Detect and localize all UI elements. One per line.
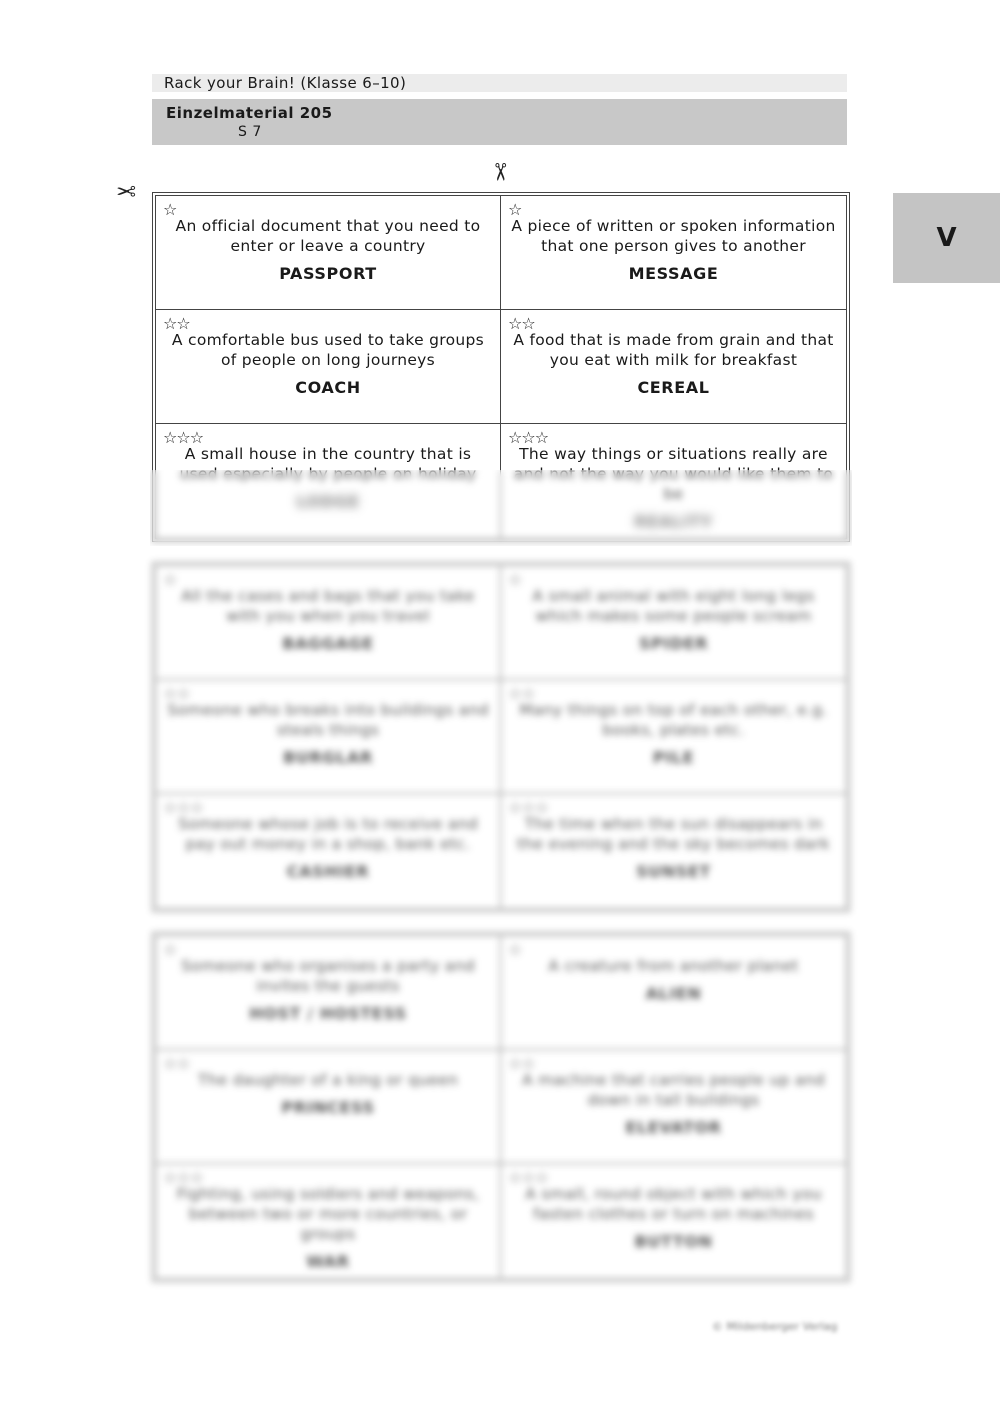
- card-answer: SPIDER: [638, 634, 709, 653]
- card-clue: A small, round object with which you fasten clothes or turn on machines: [525, 1185, 822, 1223]
- card-answer: REALITY: [634, 512, 713, 531]
- blur-overlay: [150, 470, 852, 546]
- word-card: [156, 936, 501, 1050]
- card-clue: Someone who organises a party and invites the guests: [181, 957, 475, 995]
- scissors-icon: ✂: [116, 178, 137, 206]
- star-icon: ☆☆: [163, 314, 190, 333]
- word-card: [156, 310, 501, 424]
- word-card: [501, 1050, 846, 1164]
- star-icon: ☆: [508, 570, 522, 589]
- card-answer: SUNSET: [636, 862, 711, 881]
- card-clue: A food that is made from grain and that you eat with milk for breakfast: [513, 331, 834, 369]
- word-card: [156, 1164, 501, 1278]
- star-icon: ☆☆☆: [163, 428, 204, 447]
- star-icon: ☆: [163, 940, 177, 959]
- card-sheet-3: [152, 932, 850, 1282]
- word-card: [501, 310, 846, 424]
- word-card: [501, 794, 846, 908]
- card-answer: HOST / HOSTESS: [249, 1004, 407, 1023]
- star-icon: ☆☆☆: [508, 1168, 549, 1187]
- card-answer: BURGLAR: [283, 748, 373, 767]
- card-answer: PRINCESS: [281, 1098, 375, 1117]
- scissors-icon: ✂: [486, 161, 515, 183]
- card-answer: BUTTON: [634, 1232, 713, 1251]
- footer-credit: © Mildenberger Verlag: [712, 1320, 838, 1333]
- series-title: Rack your Brain! (Klasse 6–10): [164, 74, 407, 92]
- card-clue: A small house in the country that is used especially by people on holiday: [179, 445, 477, 483]
- word-card: [501, 936, 846, 1050]
- word-card: [501, 1164, 846, 1278]
- card-answer: BAGGAGE: [282, 634, 374, 653]
- material-title: Einzelmaterial 205: [166, 104, 333, 122]
- star-icon: ☆☆☆: [163, 1168, 204, 1187]
- star-icon: ☆☆☆: [163, 798, 204, 817]
- star-icon: ☆☆☆: [508, 798, 549, 817]
- card-clue: The way things or situations really are and not the way you would like them to be: [513, 445, 834, 503]
- star-icon: ☆☆☆: [508, 428, 549, 447]
- star-icon: ☆☆: [163, 684, 190, 703]
- star-icon: ☆: [508, 200, 522, 219]
- card-clue: Someone whose job is to receive and pay out money in a shop, bank etc.: [178, 815, 478, 853]
- material-header: [152, 99, 847, 145]
- card-answer: PILE: [652, 748, 695, 767]
- card-grid: [155, 565, 847, 909]
- card-sheet-2: [152, 562, 850, 912]
- card-answer: CEREAL: [637, 378, 710, 397]
- card-grid: [155, 935, 847, 1279]
- word-card: [156, 794, 501, 908]
- side-tab: [893, 193, 1000, 283]
- star-icon: ☆: [163, 570, 177, 589]
- card-clue: A machine that carries people up and down in tall buildings: [522, 1071, 825, 1109]
- card-answer: WAR: [306, 1252, 350, 1271]
- card-answer: CASHIER: [286, 862, 370, 881]
- card-clue: The daughter of a king or queen: [197, 1071, 459, 1089]
- star-icon: ☆: [163, 200, 177, 219]
- card-clue: An official document that you need to enter or leave a country: [175, 217, 481, 255]
- card-clue: A creature from another planet: [548, 957, 799, 975]
- side-tab-label: V: [936, 223, 957, 253]
- card-answer: MESSAGE: [628, 264, 719, 283]
- card-clue: A piece of written or spoken information that one person gives to another: [511, 217, 836, 255]
- star-icon: ☆☆: [508, 314, 535, 333]
- star-icon: ☆☆: [508, 1054, 535, 1073]
- card-clue: Many things on top of each other, e.g. books, plates etc.: [519, 701, 828, 739]
- card-clue: Fighting, using soldiers and weapons, between two or more countries, or groups: [176, 1185, 480, 1243]
- card-clue: Someone who breaks into buildings and steals things: [167, 701, 489, 739]
- series-header: [152, 74, 847, 92]
- card-answer: PASSPORT: [279, 264, 377, 283]
- word-card: [501, 196, 846, 310]
- star-icon: ☆☆: [163, 1054, 190, 1073]
- word-card: [501, 566, 846, 680]
- card-answer: COACH: [295, 378, 361, 397]
- word-card: [156, 1050, 501, 1164]
- card-clue: A comfortable bus used to take groups of people on long journeys: [171, 331, 485, 369]
- star-icon: ☆: [508, 940, 522, 959]
- card-clue: The time when the sun disappears in the evening and the sky becomes dark: [517, 815, 830, 853]
- word-card: [156, 196, 501, 310]
- card-answer: ELEVATOR: [625, 1118, 722, 1137]
- card-answer: ALIEN: [645, 984, 702, 1003]
- word-card: [156, 566, 501, 680]
- card-clue: A small animal with eight long legs which makes some people scream: [532, 587, 815, 625]
- material-subtitle: S 7: [238, 124, 262, 140]
- word-card: [156, 680, 501, 794]
- card-clue: All the cases and bags that you take with you when you travel: [181, 587, 475, 625]
- word-card: [501, 680, 846, 794]
- star-icon: ☆☆: [508, 684, 535, 703]
- card-answer: LODGE: [296, 492, 360, 511]
